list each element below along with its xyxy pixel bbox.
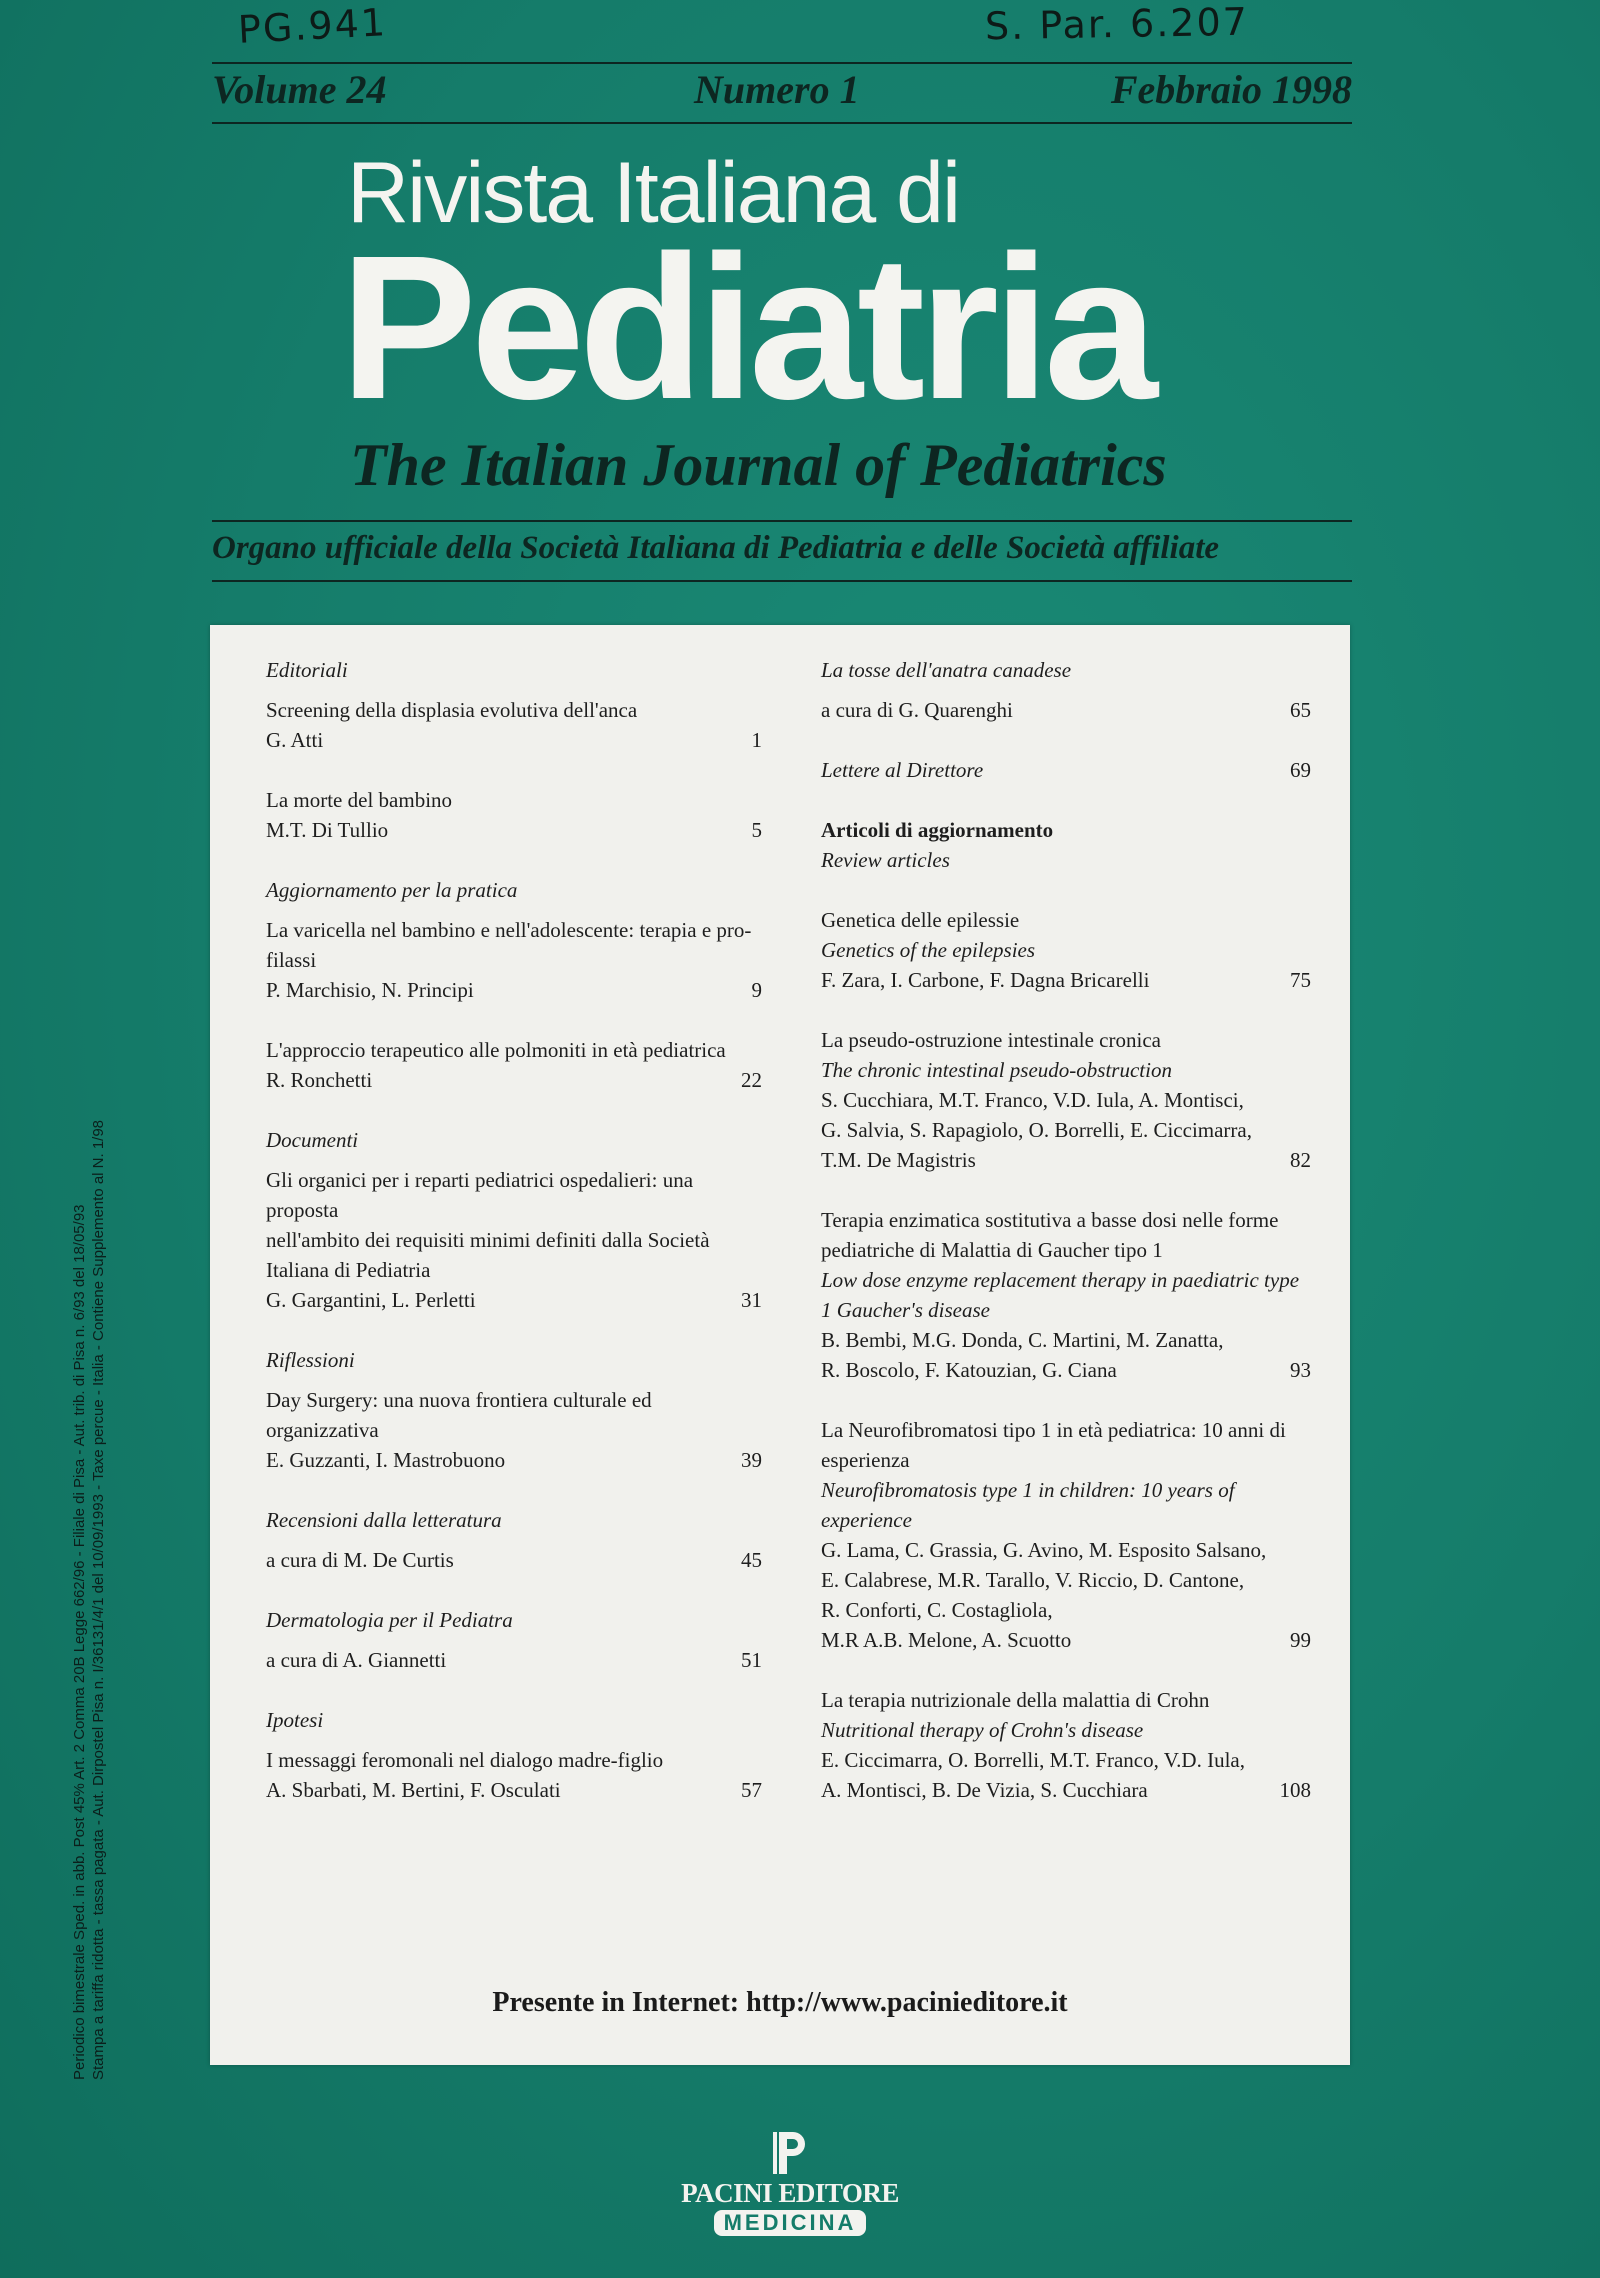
entry-line: nell'ambito dei requisiti minimi definiti dalla Società <box>266 1228 710 1252</box>
top-rule <box>212 62 1352 64</box>
toc-entry <box>266 785 762 845</box>
entry-line: L'approccio terapeutico alle polmoniti in età pediatrica <box>266 1038 726 1062</box>
entry-english-title: Genetics of the epilepsies <box>821 938 1036 962</box>
entry-authors: A. Montisci, B. De Vizia, S. Cucchiara <box>821 1778 1148 1802</box>
section-title <box>821 755 1311 785</box>
entry-english-title: The chronic intestinal pseudo-obstruction <box>821 1058 1172 1082</box>
toc-entry <box>266 695 762 755</box>
entry-authors: M.R A.B. Melone, A. Scuotto <box>821 1628 1072 1652</box>
entry-authors: G. Salvia, S. Rapagiolo, O. Borrelli, E. Ciccimarra, <box>821 1118 1252 1142</box>
entry-authors: B. Bembi, M.G. Donda, C. Martini, M. Zanatta, <box>821 1328 1224 1352</box>
entry-line: A. Sbarbati, M. Bertini, F. Osculati <box>266 1778 561 1802</box>
entry-line: a cura di A. Giannetti <box>266 1648 447 1672</box>
toc-section <box>266 1505 762 1575</box>
issue-bottom-rule <box>212 122 1352 124</box>
entry-line: filassi <box>266 948 317 972</box>
subtitle-bottom-rule <box>212 580 1352 582</box>
title-pediatria: Pediatria <box>340 213 1152 442</box>
section-title <box>821 655 1311 685</box>
date-label: Febbraio 1998 <box>1110 67 1352 112</box>
toc-section <box>821 655 1311 725</box>
entry-line: Gli organici per i reparti pediatrici ospedalieri: una proposta <box>266 1168 694 1222</box>
section-title-text: La tosse dell'anatra canadese <box>821 658 1072 682</box>
entry-line: La morte del bambino <box>266 788 453 812</box>
section-title <box>821 815 1311 845</box>
page-number: 57 <box>741 1778 762 1802</box>
toc-entry <box>821 1025 1311 1175</box>
toc-entry <box>821 1685 1311 1805</box>
toc-section <box>266 1345 762 1475</box>
section-title-text: Editoriali <box>266 658 348 682</box>
section-title <box>266 875 762 905</box>
pacini-p-icon <box>769 2128 811 2178</box>
section-title-text: Riflessioni <box>266 1348 355 1372</box>
entry-line: Italiana di Pediatria <box>266 1258 431 1282</box>
toc-section <box>266 655 762 845</box>
toc-section <box>821 815 1311 1805</box>
section-title-text: Ipotesi <box>266 1708 324 1732</box>
section-title-text: Articoli di aggiornamento <box>821 818 1054 842</box>
section-title <box>266 1125 762 1155</box>
postal-line-1: Periodico bimestrale Sped. in abb. Post 45% Art. 2 Comma 20B Legge 662/96 - Filiale di Pisa - Aut. trib. di Pisa n. 6/93 del 18/05/93 <box>71 1204 88 2080</box>
entry-line: Genetica delle epilessie <box>821 908 1020 932</box>
page-number: 31 <box>741 1288 762 1312</box>
page-number: 75 <box>1290 968 1311 992</box>
entry-line: Day Surgery: una nuova frontiera culturale ed organizzativa <box>266 1388 652 1442</box>
entry-line: a cura di M. De Curtis <box>266 1548 454 1572</box>
section-subtitle: Review articles <box>821 848 950 872</box>
entry-english-title: Low dose enzyme replacement therapy in paediatric type <box>821 1268 1300 1292</box>
entry-english-title: Neurofibromatosis type 1 in children: 10 years of <box>821 1478 1235 1502</box>
publisher-division: MEDICINA <box>714 2210 867 2236</box>
toc-right-column <box>821 655 1311 1835</box>
entry-authors: T.M. De Magistris <box>821 1148 976 1172</box>
entry-line: I messaggi feromonali nel dialogo madre-figlio <box>266 1748 664 1772</box>
subtitle-top-rule <box>212 520 1352 522</box>
entry-authors: G. Lama, C. Grassia, G. Avino, M. Esposito Salsano, <box>821 1538 1267 1562</box>
handwritten-note-right: S. Par. 6.207 <box>984 0 1250 49</box>
entry-line: M.T. Di Tullio <box>266 818 389 842</box>
toc-entry <box>821 1415 1311 1655</box>
entry-line: P. Marchisio, N. Principi <box>266 978 474 1002</box>
section-title-text: Aggiornamento per la pratica <box>266 878 518 902</box>
page-number: 39 <box>741 1448 762 1472</box>
entry-english-title: Nutritional therapy of Crohn's disease <box>821 1718 1144 1742</box>
page-number: 93 <box>1290 1358 1311 1382</box>
entry-line: pediatriche di Malattia di Gaucher tipo 1 <box>821 1238 1163 1262</box>
page-number: 45 <box>741 1548 762 1572</box>
page-number: 82 <box>1290 1148 1311 1172</box>
entry-line: a cura di G. Quarenghi <box>821 698 1013 722</box>
section-title-text: Lettere al Direttore <box>821 758 984 782</box>
entry-authors: F. Zara, I. Carbone, F. Dagna Bricarelli <box>821 968 1150 992</box>
page-number: 108 <box>1279 1778 1311 1802</box>
toc-entry <box>821 905 1311 995</box>
toc-entry <box>266 1035 762 1095</box>
entry-line: E. Guzzanti, I. Mastrobuono <box>266 1448 506 1472</box>
issue-line <box>212 66 1352 120</box>
entry-line: R. Ronchetti <box>266 1068 373 1092</box>
toc-entry <box>266 1745 762 1805</box>
entry-english-title: experience <box>821 1508 912 1532</box>
toc-section <box>266 875 762 1095</box>
entry-line: Terapia enzimatica sostitutiva a basse dosi nelle forme <box>821 1208 1279 1232</box>
section-title <box>266 655 762 685</box>
number-label: Numero 1 <box>694 67 860 112</box>
handwritten-note-left: PG.941 <box>236 0 389 52</box>
entry-line: La terapia nutrizionale della malattia di Crohn <box>821 1688 1210 1712</box>
page-number: 22 <box>741 1068 762 1092</box>
title-line-1: Rivista Italiana di <box>347 145 960 241</box>
section-title <box>266 1345 762 1375</box>
page-number: 9 <box>751 978 762 1002</box>
toc-left-column <box>266 655 762 1835</box>
section-title <box>266 1605 762 1635</box>
section-title <box>266 1505 762 1535</box>
entry-authors: E. Calabrese, M.R. Tarallo, V. Riccio, D. Cantone, <box>821 1568 1245 1592</box>
toc-entry <box>821 1205 1311 1385</box>
entry-line: Screening della displasia evolutiva dell'anca <box>266 698 638 722</box>
entry-line: esperienza <box>821 1448 910 1472</box>
toc-entry <box>266 1385 762 1475</box>
section-title-text: Recensioni dalla letteratura <box>266 1508 502 1532</box>
toc-section <box>266 1125 762 1315</box>
toc-section <box>821 755 1311 785</box>
page-number: 99 <box>1290 1628 1311 1652</box>
page-number: 1 <box>751 728 762 752</box>
entry-line: G. Atti <box>266 728 324 752</box>
toc-entry <box>266 1165 762 1315</box>
toc-section <box>266 1705 762 1805</box>
toc-entry <box>266 1645 762 1675</box>
entry-line: La pseudo-ostruzione intestinale cronica <box>821 1028 1161 1052</box>
entry-line: La varicella nel bambino e nell'adolescente: terapia e pro- <box>266 918 752 942</box>
section-title-text: Documenti <box>266 1128 359 1152</box>
postal-line-2: Stampa a tariffa ridotta - tassa pagata - Aut. Dirpostel Pisa n. I/36131/4/1 del 10/09/1993 - Taxe percue - Italia - Contiene Supplemento al N. 1/98 <box>90 1119 107 2080</box>
toc-entry <box>266 915 762 1005</box>
internet-line: Presente in Internet: http://www.pacinieditore.it <box>492 1987 1068 2018</box>
table-of-contents <box>210 625 1350 2065</box>
section-title <box>266 1705 762 1735</box>
section-title-text: Dermatologia per il Pediatra <box>266 1608 513 1632</box>
toc-entry <box>821 695 1311 725</box>
entry-authors: E. Ciccimarra, O. Borrelli, M.T. Franco, V.D. Iula, <box>821 1748 1245 1772</box>
toc-section <box>266 1605 762 1675</box>
page-number: 51 <box>741 1648 762 1672</box>
entry-line: G. Gargantini, L. Perletti <box>266 1288 476 1312</box>
toc-entry <box>266 1545 762 1575</box>
entry-english-title: 1 Gaucher's disease <box>821 1298 990 1322</box>
page-number: 65 <box>1290 698 1311 722</box>
page-number: 69 <box>1290 758 1311 782</box>
volume-label: Volume 24 <box>212 67 387 112</box>
postal-side-text <box>70 880 108 2080</box>
page-number: 5 <box>751 818 762 842</box>
publisher-logo <box>680 2128 900 2236</box>
entry-authors: S. Cucchiara, M.T. Franco, V.D. Iula, A. Montisci, <box>821 1088 1244 1112</box>
title-english: The Italian Journal of Pediatrics <box>350 432 1167 498</box>
publisher-name: PACINI EDITORE <box>681 2178 899 2208</box>
organ-subtitle: Organo ufficiale della Società Italiana di Pediatria e delle Società affiliate <box>212 530 1220 566</box>
entry-authors: R. Conforti, C. Costagliola, <box>821 1598 1053 1622</box>
entry-authors: R. Boscolo, F. Katouzian, G. Ciana <box>821 1358 1117 1382</box>
entry-line: La Neurofibromatosi tipo 1 in età pediatrica: 10 anni di <box>821 1418 1286 1442</box>
